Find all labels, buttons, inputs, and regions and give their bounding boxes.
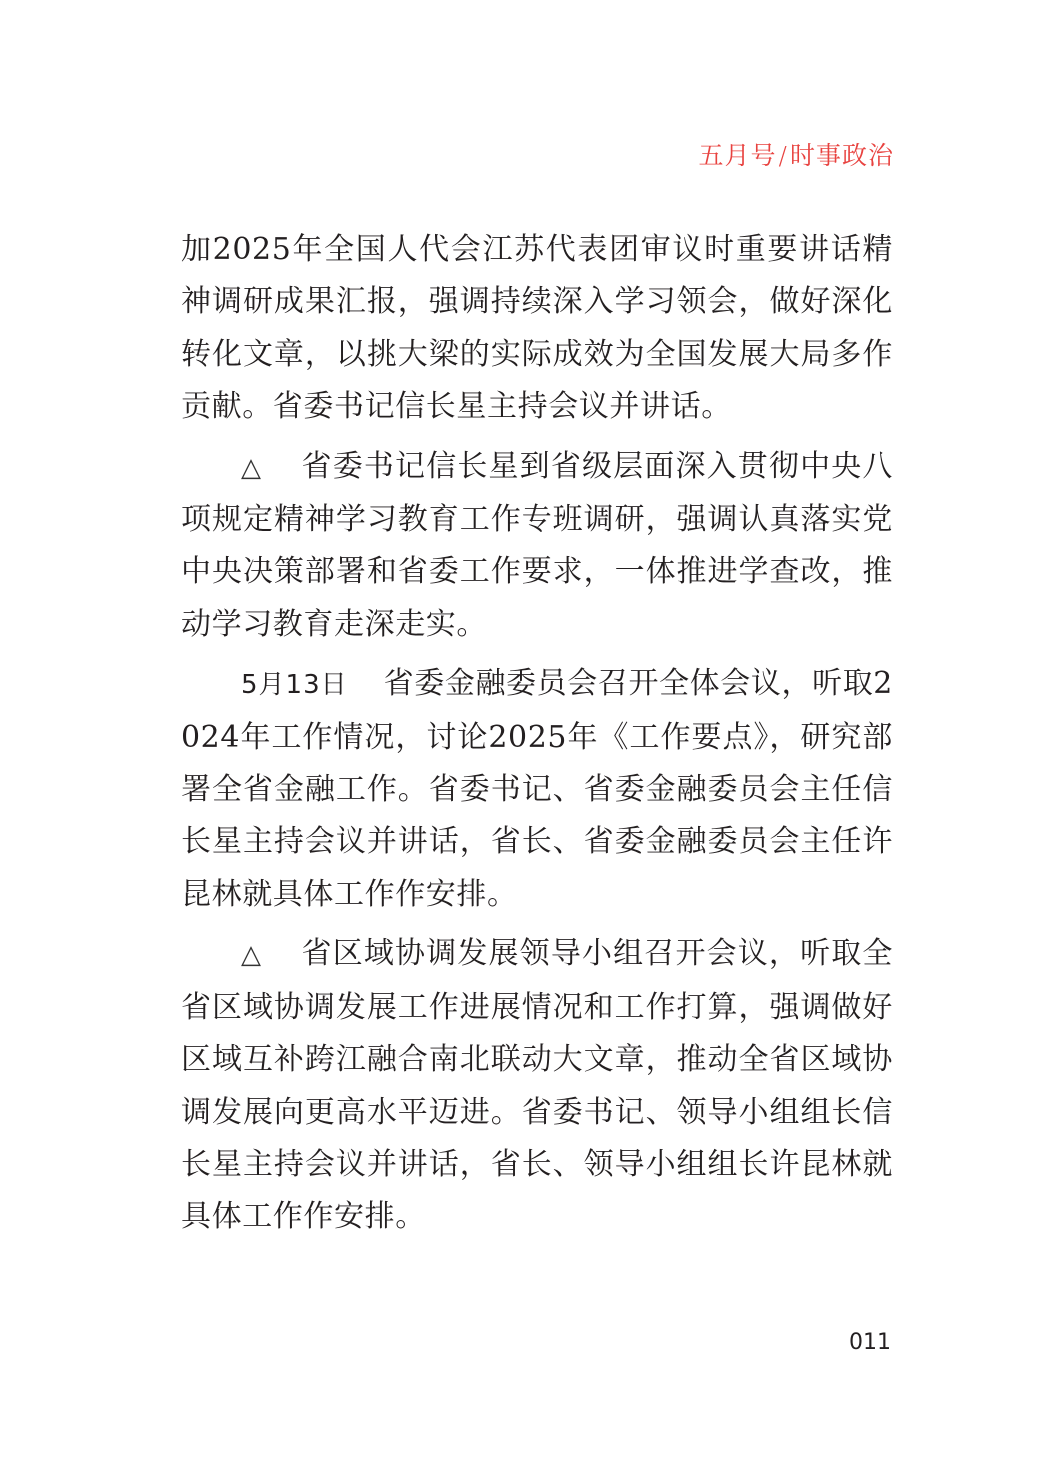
issue-label: 五月号 (698, 141, 777, 170)
section-label: 时事政治 (789, 141, 894, 170)
paragraph-dated-item (181, 658, 893, 921)
paragraph-continuation (181, 224, 893, 434)
article-body (181, 224, 893, 1244)
section-header (699, 136, 894, 172)
triangle-marker-icon: △ (241, 940, 262, 971)
paragraph-item (181, 928, 893, 1243)
triangle-marker-icon: △ (241, 452, 262, 483)
paragraph-text: 省区域协调发展领导小组召开会议，听取全省区域协调发展工作进展情况和工作打算，强调做好区域互补跨江融合南北联动大文章，推动全省区域协调发展向更高水平迈进。省委书记、领导小组组长信长星主持会议并讲话，省长、领导小组组长许昆林就具体工作作安排。 (181, 936, 893, 1235)
header-separator: / (778, 141, 788, 170)
paragraph-text: 加2025年全国人代会江苏代表团审议时重要讲话精神调研成果汇报，强调持续深入学习领会，做好深化转化文章，以挑大梁的实际成效为全国发展大局多作贡献。省委书记信长星主持会议并讲话。 (181, 232, 893, 425)
page-number: 011 (849, 1330, 891, 1355)
paragraph-item (181, 441, 893, 652)
paragraph-text: 省委金融委员会召开全体会议，听取2024年工作情况，讨论2025年《工作要点》，研究部署全省金融工作。省委书记、省委金融委员会主任信长星主持会议并讲话，省长、省委金融委员会主任许昆林就具体工作作安排。 (181, 666, 893, 912)
paragraph-text: 省委书记信长星到省级层面深入贯彻中央八项规定精神学习教育工作专班调研，强调认真落实党中央决策部署和省委工作要求，一体推进学查改，推动学习教育走深走实。 (181, 448, 893, 642)
entry-date: 5月13日 (241, 670, 348, 701)
